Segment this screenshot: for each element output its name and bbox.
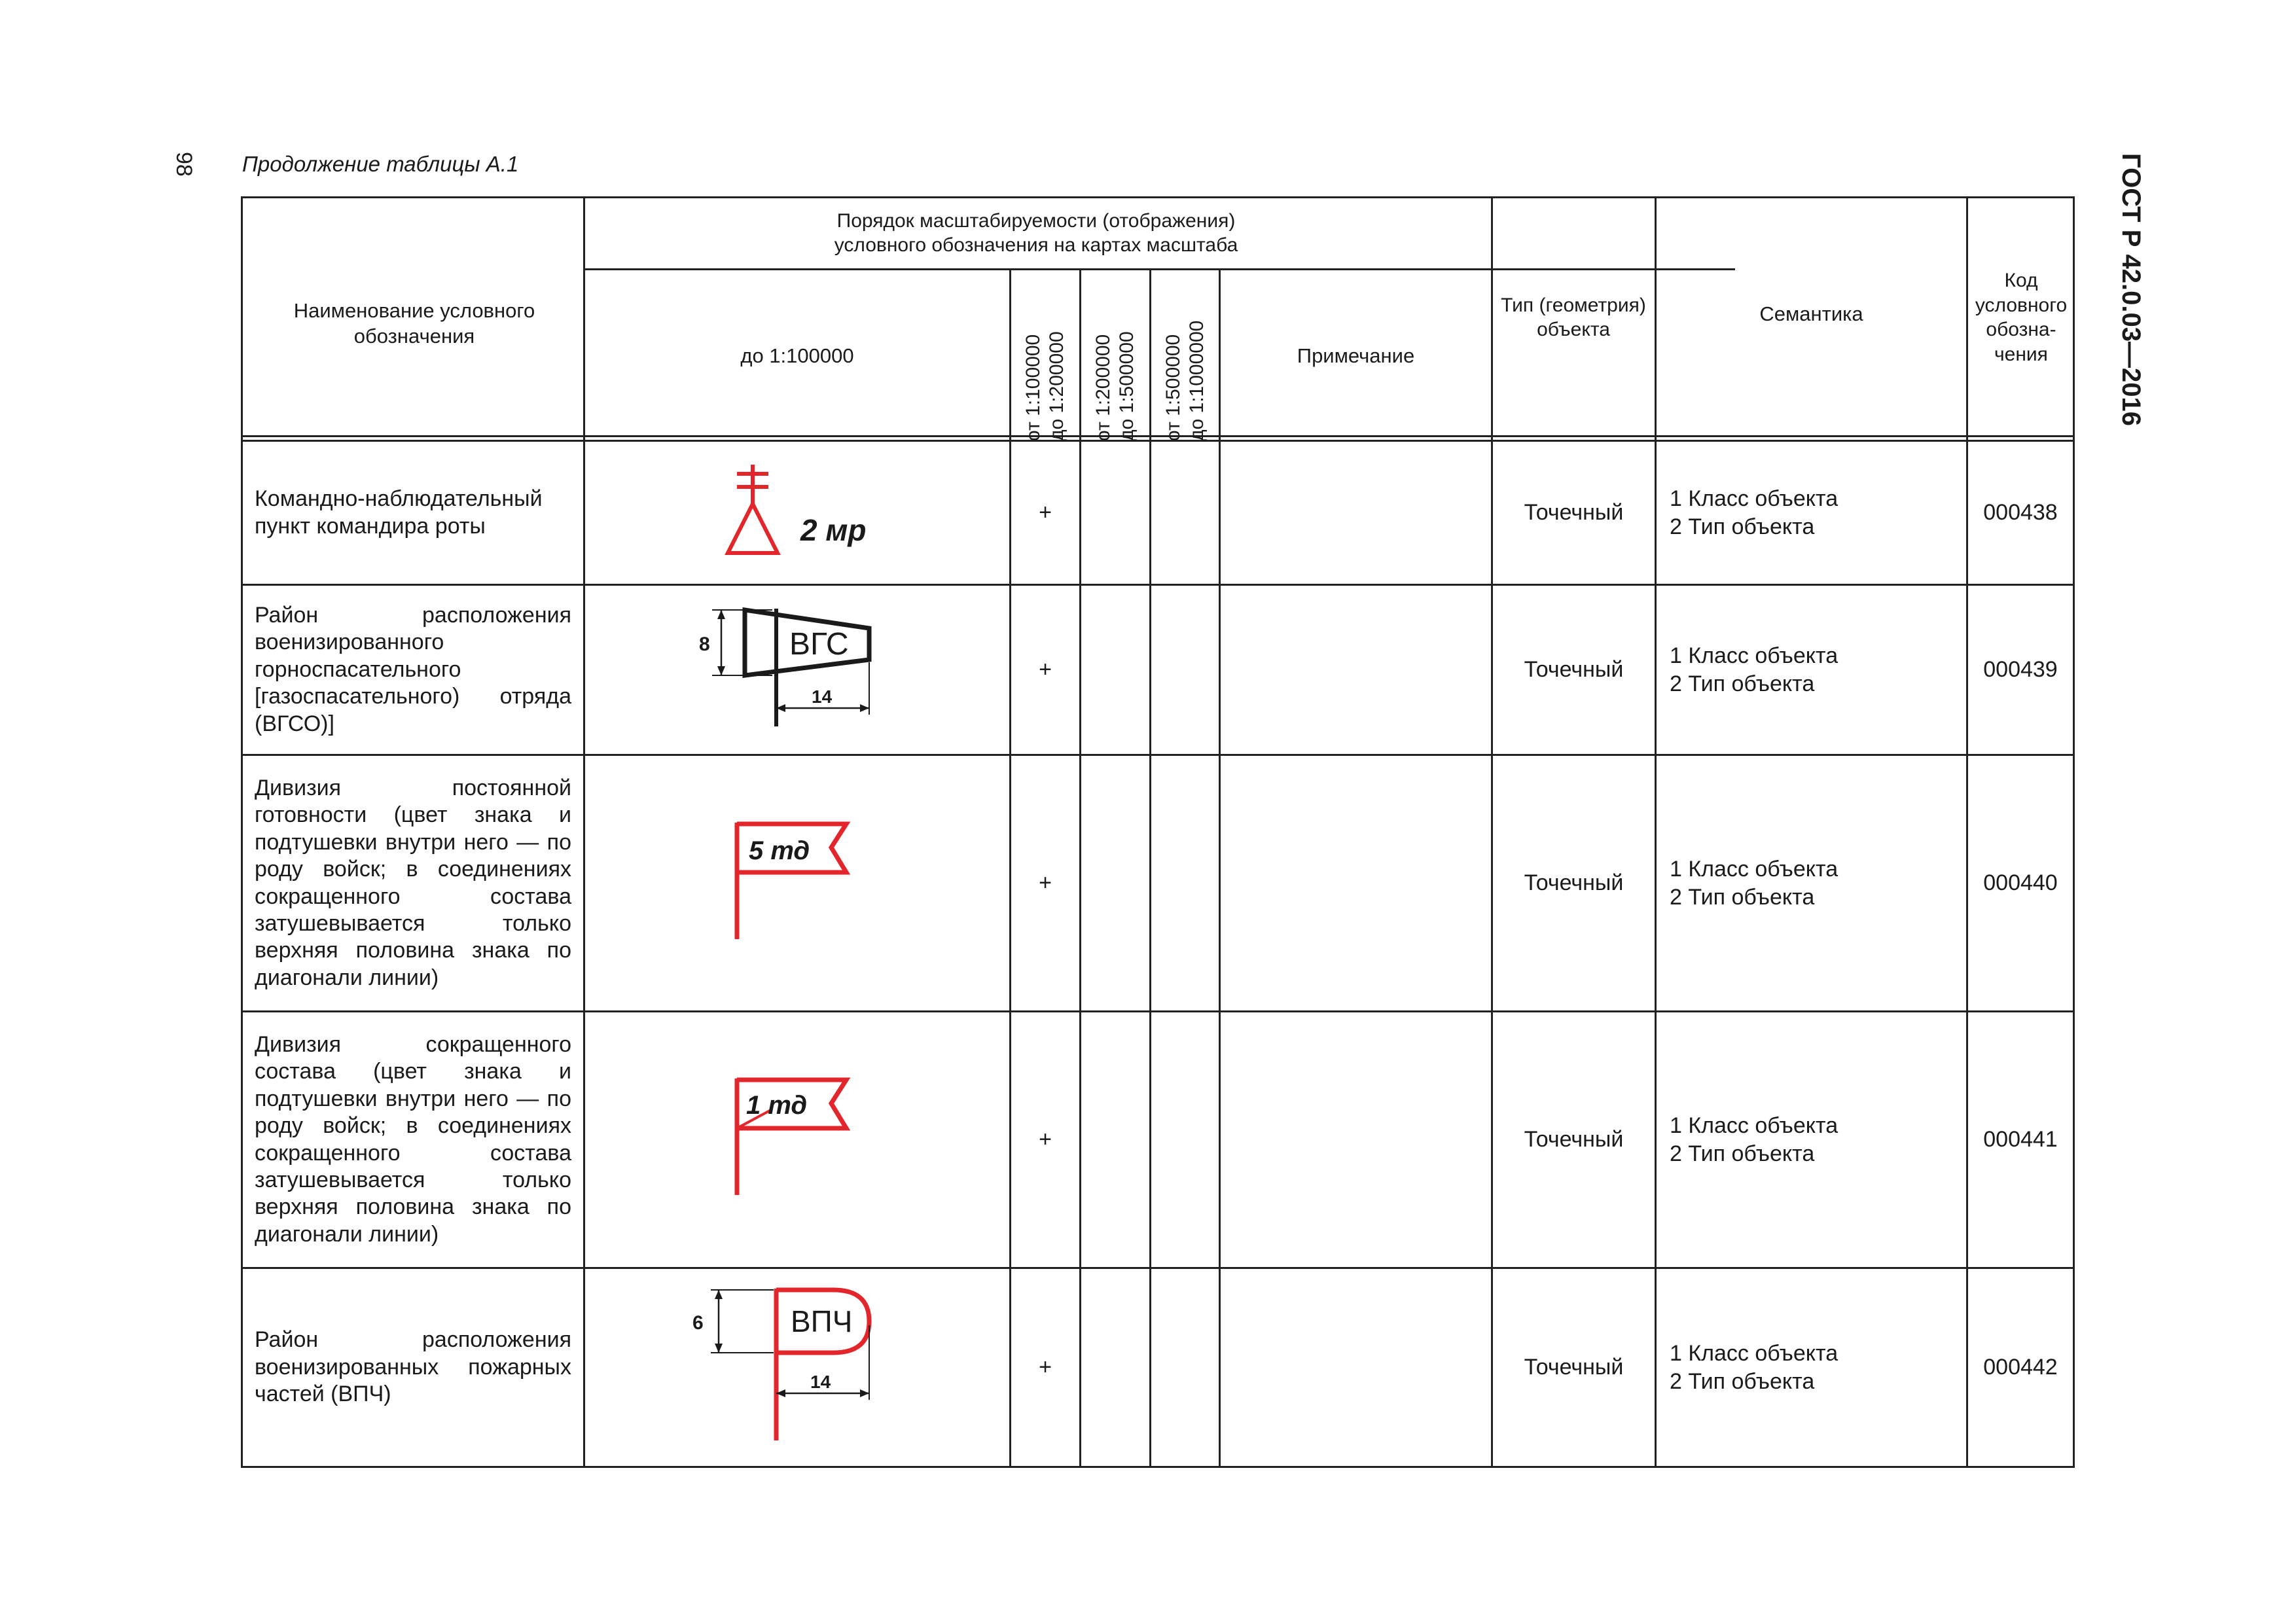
object-type: Точечный <box>1524 500 1624 525</box>
table-caption: Продолжение таблицы А.1 <box>242 152 519 176</box>
header-scale-4-to: до 1:1000000 <box>1186 320 1208 441</box>
header-scale-3-to: до 1:500000 <box>1116 331 1138 441</box>
dim-width: 14 <box>812 687 833 707</box>
header-scale-2-from: от 1:100000 <box>1022 334 1044 441</box>
header-scale-group: Порядок масштабируемости (отображения) условного обозначения на картах масштаба <box>834 209 1238 256</box>
row-name-text: Район расположения военизированных пожарных частей (ВПЧ) <box>255 1327 571 1407</box>
table-border-right <box>2073 196 2075 1468</box>
row-name-text: Дивизия сокращенного состава (цвет знака и подтушевки внутри него — по роду войск; в соединениях сокращенного состава затушевывается только верхняя половина знака по диагонали линии) <box>255 1031 571 1247</box>
object-type: Точечный <box>1524 1127 1624 1152</box>
symbol-code: 000439 <box>1983 657 2058 682</box>
col-line <box>1079 268 1081 1468</box>
header-scale-upto: до 1:100000 <box>740 344 854 367</box>
row-name <box>243 756 583 1010</box>
table-border-bottom <box>241 1466 2075 1468</box>
semantics-list <box>1657 586 1966 754</box>
semantics-item: 2 Тип объекта <box>1670 1368 1815 1394</box>
symbol-label: 2 мр <box>800 513 867 547</box>
symbol-label: 1 тд <box>746 1091 808 1120</box>
row-name <box>243 1269 583 1466</box>
table-border-top <box>241 196 2075 198</box>
symbol-code: 000440 <box>1983 870 2058 895</box>
header-scale-2-to: до 1:200000 <box>1046 331 1067 441</box>
dim-width: 14 <box>810 1372 831 1392</box>
division-swallowtail-flag-icon <box>732 821 863 946</box>
semantics-list <box>1657 756 1966 1010</box>
dim-height: 8 <box>699 633 710 655</box>
row-name-text: Район расположения военизированного горноспасательного [газоспасательного) отряда (ВГСО)] <box>255 602 571 736</box>
symbol-code: 000441 <box>1983 1127 2058 1152</box>
semantics-item: 2 Тип объекта <box>1670 1141 1815 1166</box>
fire-unit-flag-icon <box>692 1286 889 1450</box>
semantics-item: 1 Класс объекта <box>1670 857 1839 882</box>
row-name-text: Дивизия постоянной готовности (цвет знака и подтушевки внутри него — по роду войск; в соединениях сокращенного состава затушевывается только верхняя половина знака по диагонали линии) <box>255 775 571 990</box>
mine-rescue-flag-icon <box>699 602 882 733</box>
page-number: 98 <box>171 152 196 177</box>
header-code: Код условного обозна-чения <box>1975 270 2068 365</box>
scale-mark: + <box>1039 1127 1052 1152</box>
header-note: Примечание <box>1297 344 1415 367</box>
scale-mark: + <box>1039 1355 1052 1380</box>
header-type: Тип (геометрия) объекта <box>1501 294 1646 340</box>
dim-height: 6 <box>692 1312 704 1334</box>
semantics-item: 2 Тип объекта <box>1670 884 1815 910</box>
standard-title: ГОСТ Р 42.0.03—2016 <box>2117 153 2145 426</box>
scale-mark: + <box>1039 500 1052 525</box>
semantics-list <box>1657 1269 1966 1466</box>
header-scale-4 <box>1149 270 1219 441</box>
col-line <box>583 196 585 1468</box>
symbols-table <box>241 196 2075 1466</box>
row-name-text: Командно-наблюдательный пункт командира роты <box>255 486 543 539</box>
semantics-item: 1 Класс объекта <box>1670 1113 1839 1138</box>
semantics-item: 1 Класс объекта <box>1670 486 1839 511</box>
semantics-list <box>1657 442 1966 584</box>
symbol-code: 000442 <box>1983 1355 2058 1380</box>
object-type: Точечный <box>1524 657 1624 682</box>
semantics-item: 2 Тип объекта <box>1670 514 1815 539</box>
semantics-item: 1 Класс объекта <box>1670 1341 1839 1366</box>
header-bottom-line <box>241 435 2075 437</box>
command-post-triangle-cross-icon <box>719 465 889 569</box>
header-scale-3-from: от 1:200000 <box>1092 334 1114 441</box>
col-line <box>1219 268 1221 1468</box>
row-name <box>243 442 583 584</box>
col-line <box>1149 268 1151 1468</box>
row-name <box>243 586 583 754</box>
header-semantics: Семантика <box>1759 302 1863 325</box>
scale-mark: + <box>1039 657 1052 682</box>
symbol-label: 5 тд <box>749 836 810 865</box>
row-name <box>243 1012 583 1267</box>
symbol-label: ВПЧ <box>791 1304 853 1338</box>
symbol-label: ВГС <box>789 627 849 662</box>
header-name: Наименование условного обозначения <box>293 299 535 348</box>
semantics-list <box>1657 1012 1966 1267</box>
object-type: Точечный <box>1524 1355 1624 1380</box>
semantics-item: 1 Класс объекта <box>1670 643 1839 668</box>
semantics-item: 2 Тип объекта <box>1670 671 1815 696</box>
scale-mark: + <box>1039 870 1052 895</box>
object-type: Точечный <box>1524 870 1624 895</box>
header-scale-3 <box>1079 270 1149 441</box>
reduced-division-flag-icon <box>732 1077 863 1202</box>
symbol-code: 000438 <box>1983 500 2058 525</box>
header-scale-2 <box>1009 270 1079 441</box>
header-scale-4-from: от 1:500000 <box>1162 334 1184 441</box>
